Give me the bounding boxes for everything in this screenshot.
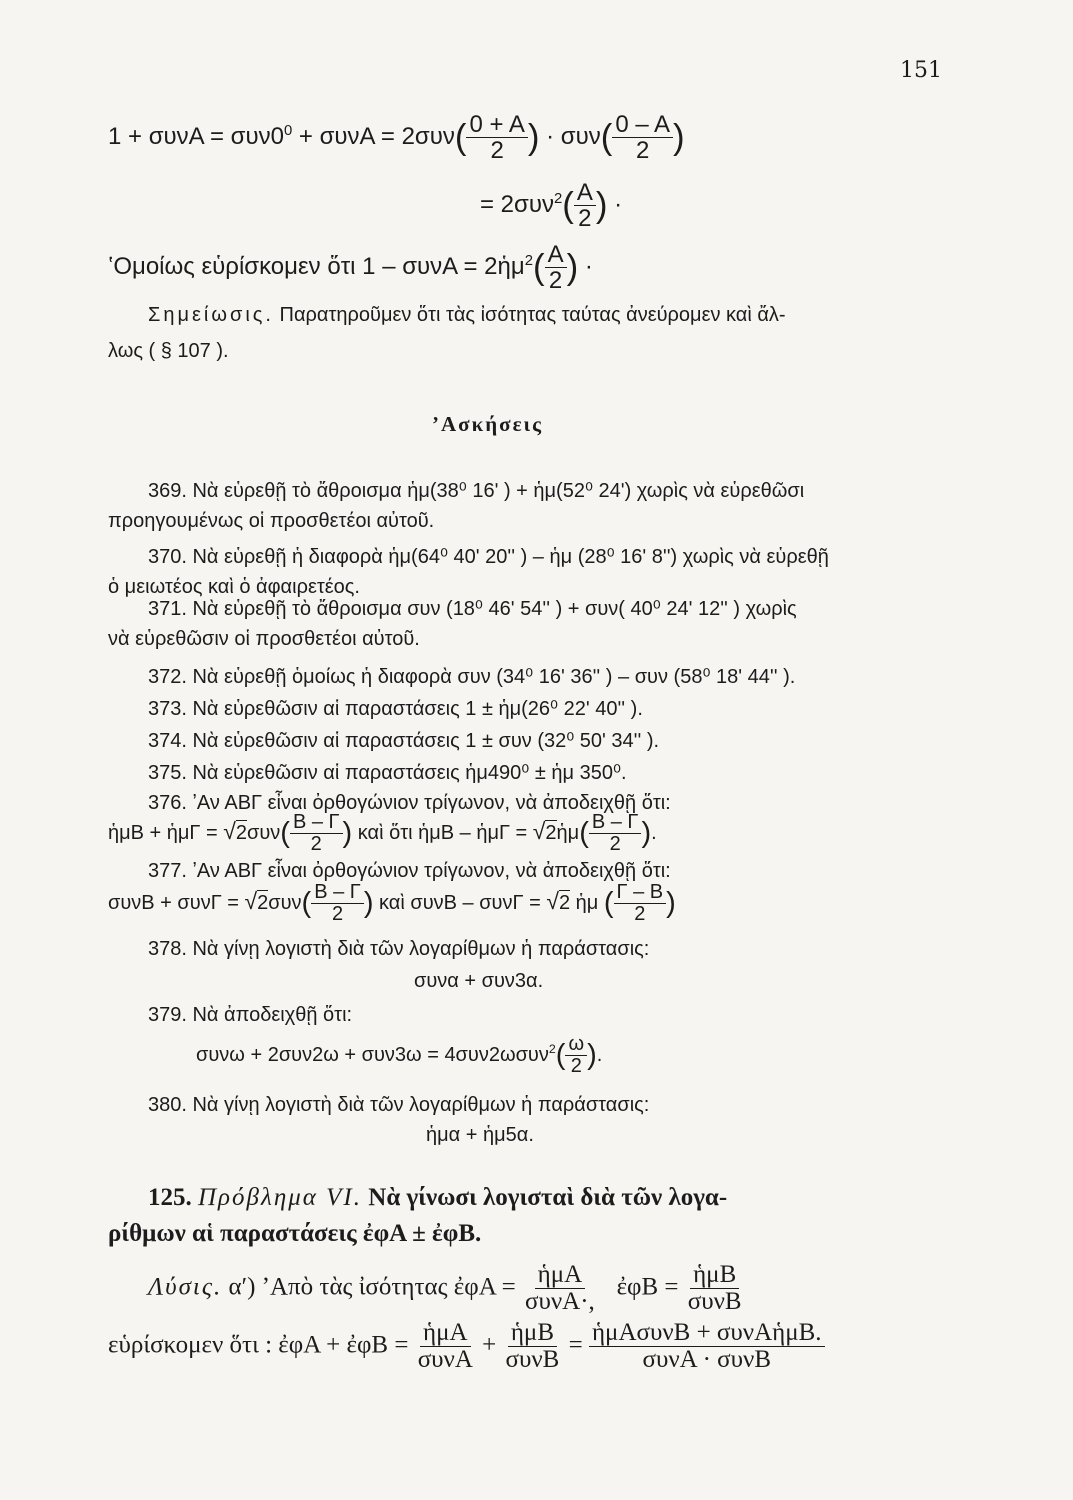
problem-heading-line-2: ρίθμων αἱ παραστάσεις ἐφA ± ἐφB. (108, 1220, 482, 1247)
exercise-376: 376. ʼΑν ΑΒΓ εἶναι ὀρθογώνιον τρίγωνον, νὰ ἀποδειχθῇ ὅτι: (148, 792, 671, 814)
eq1-lhs: 1 + συνA = συν0 (108, 123, 284, 151)
problem-heading-line-1 (148, 1184, 727, 1212)
exercise-377-equation (108, 882, 676, 925)
fraction-denominator: 2 (635, 137, 650, 165)
paren-close: ) (342, 817, 353, 849)
fraction-denominator: συνA·, (525, 1288, 595, 1316)
exercise-378: 378. Νὰ γίνῃ λογιστὴ διὰ τῶν λογαρίθμων ἡ παράστασις: (148, 938, 650, 960)
exercise-377: 377. ʼΑν ΑΒΓ εἶναι ὀρθογώνιον τρίγωνον, νὰ ἀποδειχθῇ ὅτι: (148, 860, 671, 882)
fraction-denominator: συνA (417, 1346, 473, 1374)
paren-open: ( (600, 117, 613, 157)
eq-tail: . (596, 1043, 603, 1066)
fraction-numerator: A (574, 180, 596, 206)
paren-close: ) (587, 1039, 597, 1071)
eq3-text: ʽΟμοίως εὑρίσκομεν ὅτι 1 – συνA = 2ἡμ (108, 253, 525, 281)
fraction-denominator: 2 (570, 1055, 582, 1077)
fraction-denominator: 2 (310, 833, 322, 855)
fraction-numerator: ἡμAσυνB + συνAἡμB. (589, 1320, 825, 1347)
fraction (311, 882, 364, 925)
fraction (612, 112, 673, 163)
solution-intro: α′) ʼΑπὸ τὰς ἰσότητας ἐφA = (228, 1273, 516, 1301)
fraction-denominator: 2 (609, 833, 621, 855)
note-line-1 (148, 304, 786, 327)
solution-line-1 (148, 1262, 745, 1316)
fraction-denominator: συνB (505, 1346, 560, 1374)
eq2-square: 2 (553, 191, 563, 208)
exercise-378-expression: συνα + συν3α. (414, 970, 544, 992)
eq3-tail: · (578, 253, 593, 281)
fraction-denominator: 2 (578, 205, 592, 233)
fraction-numerator: A (545, 242, 567, 268)
paren-open: ( (533, 247, 545, 287)
radicand: 2 (545, 821, 557, 844)
eq-lhs: συνω + 2συν2ω + συν3ω = 4συν2ωσυν (196, 1043, 549, 1066)
problem-label: Πρόβλημα VI. (198, 1184, 363, 1211)
exercise-379: 379. Νὰ ἀποδειχθῇ ὅτι: (148, 1004, 353, 1026)
fraction-denominator: 2 (634, 903, 646, 925)
fraction-denominator: 2 (490, 137, 504, 165)
eq2-tail: · (607, 191, 623, 219)
radical-sign: √ (244, 887, 258, 914)
problem-title: Νὰ γίνωσι λογισταὶ διὰ τῶν λογα- (368, 1184, 728, 1211)
paren-close: ) (595, 185, 608, 225)
radical-sign: √ (546, 887, 559, 914)
fraction (466, 112, 527, 163)
fraction-numerator: ἡμA (535, 1262, 586, 1289)
fraction-numerator: 0 + A (466, 112, 527, 138)
exercise-372: 372. Νὰ εὑρεθῇ ὁμοίως ἡ διαφορὰ συν (34⁰ 16ʹ 36ʹʹ ) – συν (58⁰ 18ʹ 44ʹʹ ). (148, 666, 796, 688)
equation-3 (108, 242, 593, 293)
eq1-dot: · συν (546, 123, 601, 151)
problem-number: 125. (148, 1184, 192, 1211)
paren-close: ) (666, 887, 676, 919)
exercise-380-expression: ἡμα + ἡμ5α. (426, 1124, 534, 1146)
fraction-denominator: 2 (331, 903, 344, 925)
radicand: 2 (235, 821, 247, 844)
fraction-numerator: ἡμA (420, 1320, 471, 1347)
paren-close: ) (527, 117, 540, 157)
function-name: ἡμ (575, 891, 599, 914)
equation-2 (480, 180, 622, 231)
fraction (503, 1320, 563, 1374)
fraction-numerator: B – Γ (311, 882, 364, 904)
radical-sign: √ (223, 817, 236, 844)
eq-lhs: ἡμB + ἡμΓ = (108, 821, 224, 844)
page-number: 151 (900, 58, 942, 83)
paren-open: ( (454, 117, 467, 157)
eq3-square: 2 (524, 253, 533, 270)
paren-open: ( (555, 1039, 566, 1071)
exercise-380: 380. Νὰ γίνῃ λογιστὴ διὰ τῶν λογαρίθμων ἡ παράστασις: (148, 1094, 650, 1116)
fraction (685, 1262, 745, 1316)
paren-close: ) (363, 887, 374, 919)
fraction (574, 180, 596, 231)
eq1-degree: 0 (283, 123, 293, 140)
eq1-mid: + συνA = 2συν (292, 123, 455, 151)
radicand: 2 (558, 891, 571, 914)
exercise-370-line-2: ὁ μειωτέος καὶ ὁ ἀφαιρετέος. (108, 576, 360, 598)
fraction (415, 1320, 476, 1374)
function-name: συν (246, 821, 281, 844)
eq2-lhs: = 2συν (480, 191, 554, 219)
fraction-numerator: Γ – B (614, 882, 667, 904)
equation-1 (108, 112, 685, 163)
exercise-371-line-2: νὰ εὑρεθῶσιν οἱ προσθετέοι αὐτοῦ. (108, 628, 420, 650)
eq-tail: . (651, 821, 657, 844)
fraction (614, 882, 667, 925)
paren-close: ) (673, 117, 685, 157)
fraction-numerator: ἡμB (508, 1320, 557, 1347)
paren-open: ( (603, 887, 614, 919)
solution-mid: ἐφB = (616, 1273, 679, 1301)
exercise-379-equation (196, 1034, 602, 1077)
fraction-denominator: 2 (548, 267, 563, 295)
fraction-numerator: ἡμB (690, 1262, 739, 1289)
fraction-denominator: συνA · συνB (642, 1346, 771, 1374)
exercise-373: 373. Νὰ εὑρεθῶσιν αἱ παραστάσεις 1 ± ἡμ(26⁰ 22ʹ 40ʹʹ ). (148, 698, 643, 720)
exercise-371-line-1: 371. Νὰ εὑρεθῇ τὸ ἄθροισμα συν (18⁰ 46ʹ 54ʹʹ ) + συν( 40⁰ 24ʹ 12ʹʹ ) χωρὶς (148, 598, 797, 620)
fraction-numerator: ω (565, 1034, 587, 1056)
fraction-numerator: B – Γ (589, 812, 642, 834)
note-text: Παρατηροῦμεν ὅτι τὰς ἰσότητας ταύτας ἀνεύρομεν καὶ ἄλ- (279, 304, 786, 326)
fraction (589, 1320, 825, 1374)
paren-close: ) (566, 247, 579, 287)
eq-mid: καὶ συνB – συνΓ = (373, 891, 547, 914)
paren-open: ( (579, 817, 589, 849)
function-name: συν (268, 891, 302, 914)
paren-close: ) (641, 817, 652, 849)
radicand: 2 (257, 891, 269, 914)
fraction-denominator: συνB (687, 1288, 742, 1316)
plus-sign: + (482, 1331, 497, 1359)
eq-mid: καὶ ὅτι ἡμB – ἡμΓ = (352, 821, 533, 844)
radical-sign: √ (532, 817, 546, 844)
paren-open: ( (280, 817, 290, 849)
function-name: ἡμ (556, 821, 580, 844)
fraction (589, 812, 642, 855)
fraction (290, 812, 343, 855)
exercise-375: 375. Νὰ εὑρεθῶσιν αἱ παραστάσεις ἡμ490⁰ ± ἡμ 350⁰. (148, 762, 627, 784)
fraction (565, 1034, 587, 1077)
exercise-369-line-1: 369. Νὰ εὑρεθῇ τὸ ἄθροισμα ἡμ(38⁰ 16ʹ ) + ἡμ(52⁰ 24ʹ) χωρὶς νὰ εὑρεθῶσι (148, 480, 805, 502)
exercise-374: 374. Νὰ εὑρεθῶσιν αἱ παραστάσεις 1 ± συν (32⁰ 50ʹ 34ʹʹ ). (148, 730, 660, 752)
solution-lhs: εὑρίσκομεν ὅτι : ἐφA + ἐφB = (108, 1331, 409, 1359)
exercise-369-line-2: προηγουμένως οἱ προσθετέοι αὐτοῦ. (108, 510, 435, 532)
fraction-numerator: 0 – A (612, 112, 673, 138)
note-line-2: λως ( § 107 ). (108, 340, 229, 362)
equals-sign: = (568, 1331, 583, 1359)
eq-square: 2 (548, 1042, 556, 1057)
exercise-376-equation (108, 812, 657, 855)
paren-open: ( (301, 887, 312, 919)
fraction (545, 242, 567, 293)
exercises-heading: ʼΑσκήσεις (432, 412, 543, 436)
paren-open: ( (562, 185, 574, 225)
fraction (522, 1262, 598, 1316)
solution-line-2 (108, 1320, 825, 1374)
fraction-numerator: B – Γ (290, 812, 343, 834)
note-label: Σημείωσις. (148, 304, 274, 326)
solution-label: Λύσις. (148, 1273, 223, 1301)
eq-lhs: συνB + συνΓ = (108, 891, 245, 914)
exercise-370-line-1: 370. Νὰ εὑρεθῇ ἡ διαφορὰ ἡμ(64⁰ 40ʹ 20ʹʹ ) – ἡμ (28⁰ 16ʹ 8ʹʹ) χωρὶς νὰ εὑρεθῇ (148, 546, 829, 568)
